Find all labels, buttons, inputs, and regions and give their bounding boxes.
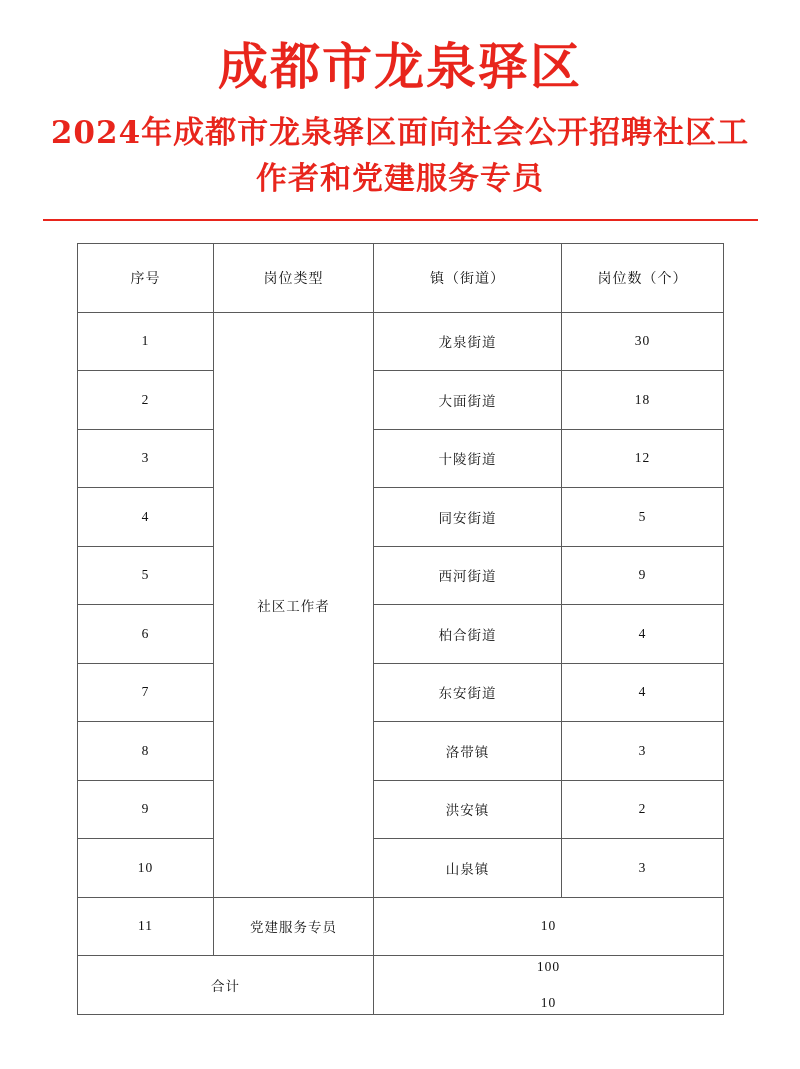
column-header-town: 镇（街道） xyxy=(374,243,562,312)
title-divider xyxy=(43,219,758,221)
table-row xyxy=(78,722,724,781)
cell-total-values xyxy=(374,956,724,1015)
cell-count: 2 xyxy=(562,780,724,839)
document-header xyxy=(0,0,800,221)
cell-town: 东安街道 xyxy=(374,663,562,722)
cell-index: 9 xyxy=(78,780,214,839)
cell-town: 龙泉街道 xyxy=(374,312,562,371)
cell-town: 西河街道 xyxy=(374,546,562,605)
cell-count: 4 xyxy=(562,663,724,722)
cell-count: 4 xyxy=(562,605,724,664)
table-row xyxy=(78,429,724,488)
table-body xyxy=(78,312,724,1014)
cell-post-type-community: 社区工作者 xyxy=(214,312,374,897)
cell-town: 大面街道 xyxy=(374,371,562,430)
cell-index: 11 xyxy=(78,897,214,956)
column-header-post-type: 岗位类型 xyxy=(214,243,374,312)
cell-town: 洛带镇 xyxy=(374,722,562,781)
cell-count: 5 xyxy=(562,488,724,547)
cell-index: 7 xyxy=(78,663,214,722)
table-row xyxy=(78,663,724,722)
table-row xyxy=(78,546,724,605)
table-row xyxy=(78,488,724,547)
table-header-row xyxy=(78,243,724,312)
cell-town: 洪安镇 xyxy=(374,780,562,839)
table-row-total xyxy=(78,956,724,1015)
cell-count-party: 10 xyxy=(374,897,724,956)
table-row xyxy=(78,605,724,664)
jobs-table xyxy=(77,243,724,1015)
cell-count: 30 xyxy=(562,312,724,371)
jobs-table-container xyxy=(77,243,723,1015)
cell-index: 4 xyxy=(78,488,214,547)
page-subtitle: 2024年成都市龙泉驿区面向社会公开招聘社区工作者和党建服务专员 xyxy=(50,114,750,197)
total-value-community: 100 xyxy=(536,959,561,975)
cell-index: 5 xyxy=(78,546,214,605)
column-header-post-count: 岗位数（个） xyxy=(562,243,724,312)
total-value-party: 10 xyxy=(540,994,557,1010)
table-row xyxy=(78,371,724,430)
cell-index: 8 xyxy=(78,722,214,781)
cell-count: 9 xyxy=(562,546,724,605)
cell-index: 10 xyxy=(78,839,214,898)
cell-town: 柏合街道 xyxy=(374,605,562,664)
cell-total-label: 合计 xyxy=(78,956,374,1015)
cell-town: 十陵街道 xyxy=(374,429,562,488)
cell-index: 3 xyxy=(78,429,214,488)
table-row-party xyxy=(78,897,724,956)
table-header xyxy=(78,243,724,312)
cell-index: 1 xyxy=(78,312,214,371)
table-row xyxy=(78,839,724,898)
cell-town: 同安街道 xyxy=(374,488,562,547)
cell-town: 山泉镇 xyxy=(374,839,562,898)
cell-index: 6 xyxy=(78,605,214,664)
cell-count: 3 xyxy=(562,722,724,781)
cell-count: 12 xyxy=(562,429,724,488)
column-header-index: 序号 xyxy=(78,243,214,312)
table-row xyxy=(78,780,724,839)
cell-post-type-party: 党建服务专员 xyxy=(214,897,374,956)
cell-index: 2 xyxy=(78,371,214,430)
cell-count: 3 xyxy=(562,839,724,898)
page-title: 成都市龙泉驿区 xyxy=(218,37,582,96)
table-row xyxy=(78,312,724,371)
cell-count: 18 xyxy=(562,371,724,430)
